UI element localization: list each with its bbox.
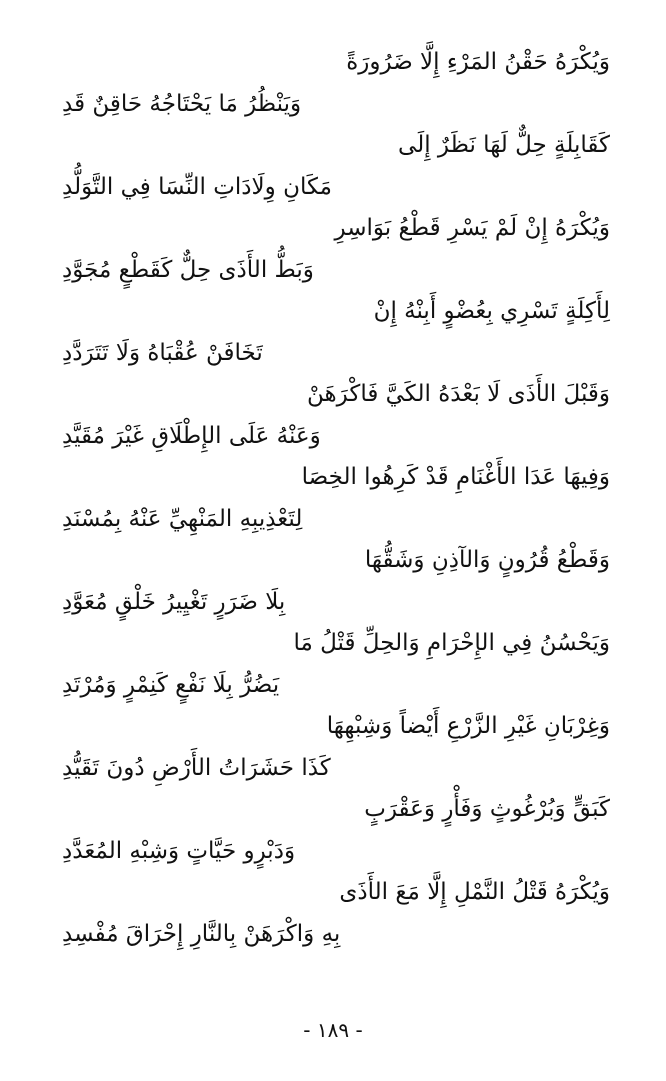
poem-line: لِأَكِلَةٍ تَسْرِي بِعُضْوٍ أَبِنْهُ إِنْ — [373, 298, 610, 324]
poem-line: كَبَقٍّ وَبُرْغُوثٍ وَفَأْرٍ وَعَقْرَبٍ — [364, 796, 610, 822]
poem-line: كَذَا حَشَرَاتُ الأَرْضِ دُونَ تَقَيُّدِ — [62, 754, 331, 781]
poem-text — [60, 42, 614, 955]
poem-line: وَغِرْبَانِ غَيْرِ الزَّرْعِ أَيْضاً وَشِبْهِهَا — [326, 713, 610, 739]
page-number: - ١٨٩ - — [303, 1018, 363, 1042]
poem-line: وَيَنْظُرُ مَا يَحْتَاجُهُ حَاقِنٌ قَدِ — [62, 90, 302, 117]
poem-line: وَيَحْسُنُ فِي الإِحْرَامِ وَالحِلِّ قَتْلُ مَا — [293, 630, 610, 656]
poem-line: وَدَبْرٍو حَيَّاتٍ وَشِبْهِ المُعَدَّدِ — [62, 837, 296, 864]
poem-line: يَضُرُّ بِلَا نَفْعٍ كَنِمْرٍ وَمُرْتَدِ — [62, 671, 280, 698]
poem-line: وَبَطُّ الأَذَى حِلٌّ كَقَطْعٍ مُجَوَّدِ — [62, 256, 314, 283]
poem-line: كَقَابِلَةٍ حِلٌّ لَهَا نَظَرٌ إِلَى — [398, 132, 610, 158]
poem-line: وَفِيهَا عَدَا الأَغْنَامِ قَدْ كَرِهُوا الخِصَا — [301, 464, 610, 490]
poem-line: بِلَا ضَرَرٍ تَغْيِيرُ خَلْقٍ مُعَوَّدِ — [62, 588, 286, 615]
poem-line: وَقَبْلَ الأَذَى لَا بَعْدَهُ الكَيَّ فَاكْرَهَنْ — [307, 381, 610, 407]
poem-line: تَخَافَنْ عُقْبَاهُ وَلَا تَتَرَدَّدِ — [62, 339, 263, 366]
poem-line: بِهِ وَاكْرَهَنْ بِالنَّارِ إِحْرَاقَ مُفْسِدِ — [62, 920, 341, 947]
poem-line: وَيُكْرَهُ قَتْلُ النَّمْلِ إِلَّا مَعَ الأَذَى — [339, 879, 610, 905]
poem-line: لِتَعْذِيبِهِ المَنْهِيِّ عَنْهُ بِمُسْنَدِ — [62, 505, 303, 532]
poem-line: وَيُكْرَهُ حَقْنُ المَرْءِ إِلَّا ضَرُورَةً — [346, 49, 610, 75]
poem-line: مَكَانِ وِلَادَاتِ النِّسَا فِي التَّوَلُّدِ — [62, 173, 333, 200]
poem-line: وَعَنْهُ عَلَى الإِطْلَاقِ غَيْرَ مُقَيَّدِ — [62, 422, 321, 449]
poem-line: وَيُكْرَهُ إِنْ لَمْ يَسْرِ قَطْعُ بَوَاسِرِ — [334, 215, 610, 241]
poem-line: وَقَطْعُ قُرُونٍ وَالآذِنِ وَشَقُّهَا — [364, 547, 610, 573]
